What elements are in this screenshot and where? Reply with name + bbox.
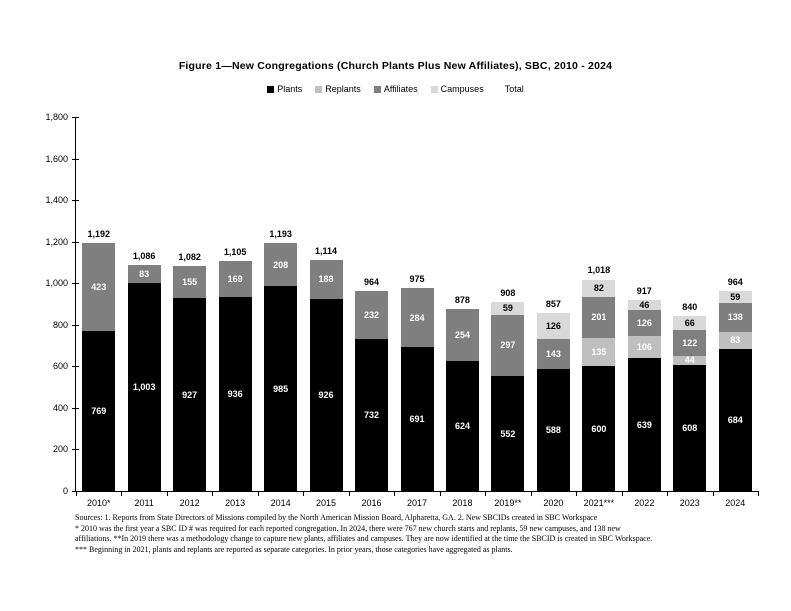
legend-item-affiliates [374, 84, 418, 94]
y-tick [72, 283, 79, 284]
bar-total-label: 878 [454, 294, 470, 305]
bar-total-label: 964 [364, 276, 380, 287]
bar-segment-campuses: 126 [537, 313, 570, 339]
y-tick-label: 200 [52, 444, 68, 455]
x-tick [531, 491, 532, 496]
bar-segment-affiliates: 169 [219, 261, 252, 296]
footnote-line: *** Beginning in 2021, plants and replants are reported as separate categories. In prior years, those categories have aggregated as plants. [75, 544, 513, 554]
bar-segment-replants: 135 [582, 338, 615, 366]
y-tick-label: 1,200 [45, 236, 68, 247]
x-axis-label: 2011 [134, 498, 154, 508]
bar-total-label: 1,114 [315, 245, 338, 256]
bar-total-label: 975 [409, 274, 425, 285]
bar-total-label: 1,082 [178, 252, 201, 263]
y-tick-label: 800 [52, 319, 68, 330]
legend-item-plants [267, 84, 302, 94]
bar [401, 117, 434, 491]
x-tick [258, 491, 259, 496]
bar-segment-campuses: 46 [628, 300, 661, 310]
y-tick [72, 159, 79, 160]
x-axis-label: 2020 [543, 498, 564, 508]
bar-total-label: 917 [636, 286, 652, 297]
bar-segment-plants: 684 [719, 349, 752, 491]
x-axis-label: 2017 [406, 498, 427, 508]
y-tick [72, 408, 79, 409]
chart-legend [0, 84, 791, 94]
bar-segment-plants: 936 [219, 297, 252, 491]
y-tick [72, 366, 79, 367]
x-tick [394, 491, 395, 496]
bar [491, 117, 524, 491]
bar-segment-affiliates: 201 [582, 297, 615, 339]
x-tick [576, 491, 577, 496]
x-tick [121, 491, 122, 496]
bar [128, 117, 161, 491]
bar-total-label: 908 [500, 288, 516, 299]
bar-segment-plants: 552 [491, 376, 524, 491]
bar-segment-plants: 927 [173, 298, 206, 491]
bar-segment-campuses: 82 [582, 280, 615, 297]
bar-segment-affiliates: 126 [628, 310, 661, 336]
bar-segment-affiliates: 284 [401, 288, 434, 347]
bar-segment-affiliates: 232 [355, 291, 388, 339]
x-axis-label: 2016 [361, 498, 382, 508]
legend-swatch-replants [315, 86, 322, 93]
bar-segment-plants: 926 [310, 299, 343, 491]
legend-label: Affiliates [383, 84, 418, 94]
footnote-line: * 2010 was the first year a SBC ID # was required for each reported congregation. In 2024, there were 767 new church starts and replants, 59 new campuses, and 138 new [75, 523, 621, 533]
bar-segment-affiliates: 122 [673, 330, 706, 355]
x-axis-label: 2015 [316, 498, 337, 508]
bar-segment-affiliates: 143 [537, 339, 570, 369]
bar-segment-plants: 600 [582, 366, 615, 491]
bar-segment-campuses: 66 [673, 316, 706, 330]
bar-segment-plants: 732 [355, 339, 388, 491]
bar-total-label: 1,105 [223, 247, 247, 258]
x-tick [349, 491, 350, 496]
bar [628, 117, 661, 491]
x-tick [212, 491, 213, 496]
y-tick-label: 1,400 [45, 195, 68, 206]
bar-segment-plants: 639 [628, 358, 661, 491]
bar [173, 117, 206, 491]
bar-segment-replants: 44 [673, 356, 706, 365]
x-axis-label: 2019** [494, 498, 522, 508]
bar-total-label: 1,192 [87, 229, 110, 240]
chart-title: Figure 1—New Congregations (Church Plants Plus New Affiliates), SBC, 2010 - 2024 [178, 60, 613, 72]
bar-total-label: 840 [682, 302, 698, 313]
bar-segment-plants: 691 [401, 347, 434, 491]
bar-total-label: 964 [727, 276, 743, 287]
y-tick-label: 0 [62, 486, 68, 496]
bar-segment-affiliates: 423 [82, 243, 115, 331]
x-axis-label: 2010* [86, 498, 111, 508]
x-axis-label: 2021*** [583, 498, 615, 508]
y-tick-label: 600 [52, 361, 68, 372]
x-tick [76, 491, 77, 496]
legend-item-campuses [431, 84, 484, 94]
bar [82, 117, 115, 491]
bar-segment-plants: 588 [537, 369, 570, 491]
y-tick [72, 325, 79, 326]
x-tick [667, 491, 668, 496]
bar-segment-plants: 985 [264, 286, 297, 491]
bar-total-label: 1,018 [587, 265, 611, 276]
bar [310, 117, 343, 491]
legend-label: Plants [277, 84, 303, 94]
y-tick-label: 1,600 [45, 153, 68, 164]
footnotes [75, 513, 755, 555]
x-axis-label: 2014 [270, 498, 291, 508]
bar [719, 117, 752, 491]
x-tick [303, 491, 304, 496]
y-tick-label: 400 [52, 402, 68, 413]
x-axis-label: 2023 [679, 498, 700, 508]
bar [355, 117, 388, 491]
bar-segment-replants: 106 [628, 336, 661, 358]
bar-segment-affiliates: 83 [128, 265, 161, 282]
bar-segment-replants: 83 [719, 332, 752, 349]
bar-segment-campuses: 59 [719, 291, 752, 303]
footnote-line: Sources: 1. Reports from State Directors of Missions compiled by the North American Mission Board, Alpharetta, GA. 2. New SBCIDs created in SBC Workspace [75, 513, 598, 522]
bar [219, 117, 252, 491]
legend-item-total [497, 84, 524, 94]
bar-segment-campuses: 59 [491, 302, 524, 314]
x-tick [167, 491, 168, 496]
bar [582, 117, 615, 491]
y-tick-label: 1,000 [45, 278, 68, 289]
y-tick [72, 449, 79, 450]
x-axis-label: 2022 [634, 498, 655, 508]
footnote-line: affiliations. **In 2019 there was a methodology change to capture new plants, affiliates and campuses. They are now identified at the time the SBCID is created in SBC Workspace. [75, 534, 653, 543]
y-tick [72, 117, 79, 118]
x-tick [485, 491, 486, 496]
bar-segment-plants: 624 [446, 361, 479, 491]
bar-segment-affiliates: 138 [719, 303, 752, 332]
x-axis-label: 2013 [225, 498, 246, 508]
legend-label: Replants [325, 84, 361, 94]
legend-label: Total [504, 84, 524, 94]
y-tick [72, 242, 79, 243]
x-axis-label: 2024 [725, 498, 746, 508]
y-tick [72, 200, 79, 201]
legend-swatch-plants [267, 86, 274, 93]
bar [264, 117, 297, 491]
bar-segment-affiliates: 254 [446, 309, 479, 362]
legend-label: Campuses [440, 84, 484, 94]
legend-swatch-affiliates [374, 86, 381, 93]
bar-total-label: 1,086 [132, 251, 156, 262]
bar-segment-plants: 769 [82, 331, 115, 491]
bar-segment-affiliates: 208 [264, 243, 297, 286]
bar-segment-affiliates: 155 [173, 266, 206, 298]
x-tick [713, 491, 714, 496]
bar-segment-affiliates: 297 [491, 315, 524, 377]
bar-segment-affiliates: 188 [310, 260, 343, 299]
bar-segment-plants: 1,003 [128, 283, 161, 491]
bar-segment-plants: 608 [673, 365, 706, 491]
bar-total-label: 1,193 [269, 229, 292, 240]
x-tick [622, 491, 623, 496]
bar-total-label: 857 [545, 298, 561, 309]
x-axis-label: 2018 [452, 498, 473, 508]
x-tick [440, 491, 441, 496]
legend-swatch-campuses [431, 86, 438, 93]
legend-item-replants [315, 84, 361, 94]
x-tick [758, 491, 759, 496]
x-axis-label: 2012 [179, 498, 200, 508]
y-tick-label: 1,800 [45, 112, 68, 122]
plot-area [45, 112, 758, 508]
